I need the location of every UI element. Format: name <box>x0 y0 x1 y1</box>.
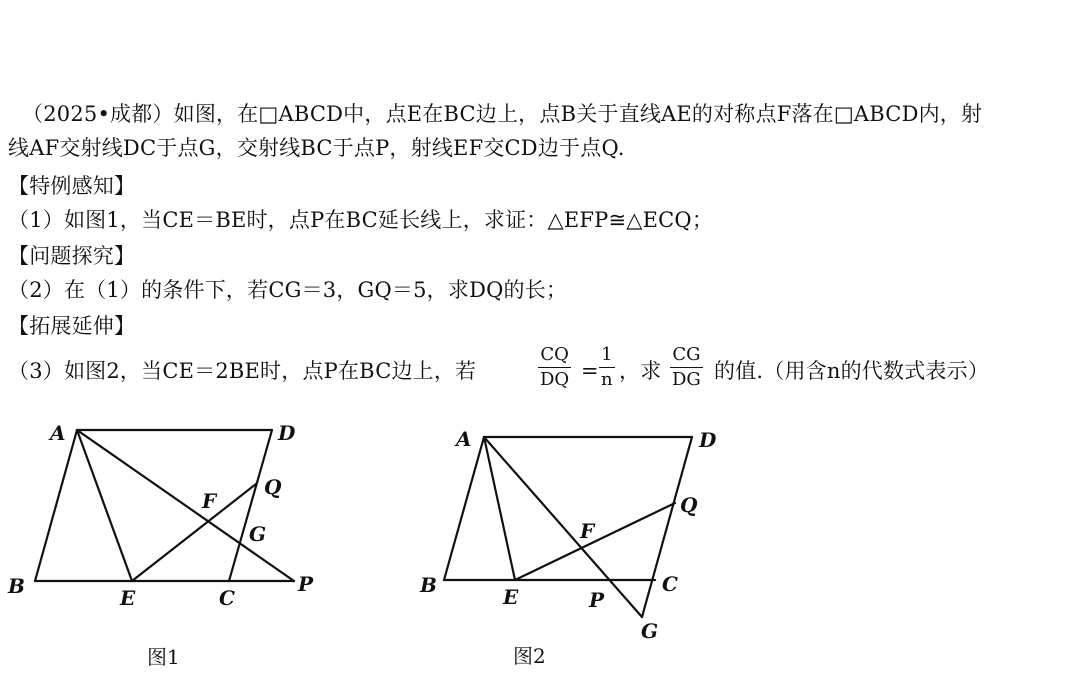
label-b: B <box>420 573 437 597</box>
fraction-numerator: 1 <box>601 344 613 365</box>
question-3-part-c: 的值.（用含n的代数式表示） <box>714 359 989 383</box>
label-g: G <box>249 522 267 546</box>
label-b: B <box>8 574 25 598</box>
figure-1-caption: 图1 <box>147 645 180 669</box>
figure-2-labels <box>419 427 717 643</box>
segment-dc <box>229 430 272 581</box>
question-2: （2）在（1）的条件下，若CG＝3，GQ＝5，求DQ的长； <box>8 278 568 302</box>
figure-2-caption: 图2 <box>513 644 546 668</box>
segment-ap <box>77 430 294 581</box>
fraction-numerator: CQ <box>540 344 569 365</box>
segment-ab <box>444 437 484 580</box>
figure-2 <box>444 437 692 617</box>
fraction-numerator: CG <box>672 344 701 365</box>
fraction-denominator: DQ <box>540 369 570 390</box>
question-1: （1）如图1，当CE＝BE时，点P在BC延长线上，求证：△EFP≅△ECQ； <box>8 208 714 232</box>
question-3-part-b: ，求 <box>619 359 662 383</box>
segment-eq <box>515 503 675 580</box>
equals-sign: = <box>581 359 599 383</box>
label-c: C <box>219 586 235 610</box>
label-d: D <box>278 421 296 445</box>
section-heading-extension: 【拓展延伸】 <box>8 314 136 338</box>
label-e: E <box>503 585 519 609</box>
figure-1 <box>35 430 294 581</box>
segment-eq <box>132 484 256 581</box>
problem-line-2: 线AF交射线DC于点G，交射线BC于点P，射线EF交CD边于点Q. <box>8 136 625 160</box>
label-d: D <box>699 428 717 452</box>
segment-ae <box>484 437 515 580</box>
question-3-part-a: （3）如图2，当CE＝2BE时，点P在BC边上，若 <box>8 359 477 383</box>
fraction-denominator: DG <box>672 369 701 390</box>
section-heading-special-case: 【特例感知】 <box>8 174 136 198</box>
label-g: G <box>641 619 659 643</box>
label-q: Q <box>680 493 698 517</box>
label-p: P <box>298 572 314 596</box>
label-c: C <box>662 572 678 596</box>
fraction-denominator: n <box>601 369 613 390</box>
segment-ae <box>77 430 132 581</box>
label-a: A <box>50 421 66 445</box>
section-heading-exploration: 【问题探究】 <box>8 244 136 268</box>
label-p: P <box>589 588 605 612</box>
label-f: F <box>580 519 595 543</box>
label-e: E <box>120 586 136 610</box>
segment-ab <box>35 430 77 581</box>
problem-line-1: （2025•成都）如图，在□ABCD中，点E在BC边上，点B关于直线AE的对称点F落在□ABCD内，射 <box>22 102 983 126</box>
label-f: F <box>202 489 217 513</box>
label-q: Q <box>264 475 282 499</box>
label-a: A <box>456 427 472 451</box>
